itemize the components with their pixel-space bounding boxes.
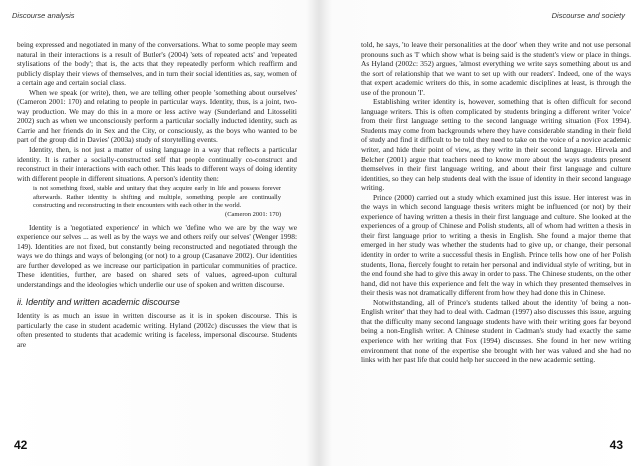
section-subheading: ii. Identity and written academic discourse	[17, 297, 180, 308]
paragraph: Notwithstanding, all of Prince's students talked about the identity 'of being a non-English writer' that they had to deal with. Cadman (1997) also discusses this issue, arguing that the difficulty many second language students have with their writing goes far beyond being a non-English writer. A Chinese student in Cadman's study had exactly the same experience with her writing that Fox (1994) discusses. She found in her new writing environment that none of the expertise she brought with her was valued and she had no links with her past life that could help her succeed in the new academic setting.	[361, 297, 631, 365]
paragraph: Identity is as much an issue in written discourse as it is in spoken discourse. This is particularly the case in student academic writing. Hyland (2002c) discusses the view that is often presented to students that academic writing is faceless, impersonal discourse. Students are	[17, 310, 297, 349]
paragraph: Identity is a 'negotiated experience' in which we 'define who we are by the way we experience our selves ... as well as by the ways we and others reify our selves' (Wenger 1998: 149). Identities are not fixed, but constantly being reconstructed and negotiated through the ways we do things and ways of belonging (or not) to a group (Casanave 2002). Our identities are further developed as we increase our participation in particular communities of practice. These identities, further, are based on shared sets of values, agreed-upon cultural understandings and the ideologies which underlie our use of spoken and written discourse.	[17, 222, 297, 289]
paragraph: Prince (2000) carried out a study which examined just this issue. Her interest was in the ways in which second language thesis writers might be influenced (or not) by their experience of having written a thesis in their first language and culture. She looked at the experiences of a group of Chinese and Polish students, all of whom had written a thesis in their first language prior to writing a thesis in English. She found a major theme that emerged in her study was whether the students had to give up, or change, their personal identity in order to write a successful thesis in English. Prince tells how one of her Polish students, Ilona, fiercely fought to retain her personal and individual style of writing, but in the end found she had to give this away in order to pass. The Chinese students, on the other hand, did not have this experience and felt the way in which they presented themselves in their thesis was not dramatically different from how they had done this in Chinese.	[361, 192, 631, 298]
block-quote-citation: (Cameron 2001: 170)	[225, 210, 281, 218]
block-quote-text: is not something fixed, stable and unitary that they acquire early in life and possess forever afterwards. Rather identity is shifting and multiple, something people are continually constructing and reconstructing in their encounters with each other in the world.	[33, 185, 281, 210]
left-page-body	[17, 40, 297, 349]
paragraph: Identity, then, is not just a matter of using language in a way that reflects a particular identity. It is rather a socially-constructed self that people continually co-construct and reconstruct in their interactions with each other. This leads to different ways of doing identity with different people in different situations. A person's identity then:	[17, 145, 297, 183]
block-quote	[33, 185, 281, 219]
running-head-left: Discourse analysis	[12, 11, 75, 20]
right-page	[319, 0, 638, 466]
paragraph: Establishing writer identity is, however, something that is often difficult for second language writers. This is often complicated by students bringing a different writer 'voice' from their first language setting to the second language writing situation (Fox 1994). Students may come from backgrounds where they have considerable standing in their field of study and find it difficult to be told they need to take on the voice of a novice academic writer, and hide their point of view, as they write in their second language. Hirvela and Belcher (2001) argue that teachers need to know more about the ways students present themselves in their first language writing, and about their first language and culture identities, so they can help students deal with the issue of identity in their second language writing.	[361, 97, 631, 193]
page-number-left: 42	[14, 438, 28, 452]
paragraph: When we speak (or write), then, we are telling other people 'something about ourselves' (Cameron 2001: 170) and relating to people in particular ways. Identity, thus, is a joint, two-way production. We may do this in a more or less active way (Sunderland and Litosseliti 2002) such as when we unconsciously perform a particular socially inducted identity, such as Carrie and her friends do in Sex and the City, or consciously, as the boys who wanted to be part of the group did in Davies' (2003a) study of storytelling events.	[17, 87, 297, 145]
right-page-body	[361, 40, 631, 365]
page-number-right: 43	[609, 438, 623, 452]
paragraph: being expressed and negotiated in many of the conversations. What to some people may seem natural in their interactions is a result of Butler's (2004) 'sets of repeated acts' and 'repeated stylisations of the body'; that is, the acts that they repeatedly perform which reaffirm and publicly display their views of themselves, and in turn their social identities as, say, women of a certain age and certain social class.	[17, 40, 297, 88]
paragraph: told, he says, 'to leave their personalities at the door' when they write and not use personal pronouns such as 'I' which show what is being said is the student's view or place in things. As Hyland (2002c: 352) argues, 'almost everything we write says something about us and the sort of relationship that we want to set up with our readers'. Indeed, one of the ways that expert academic writers do this, in some academic disciplines at least, is through the use of the pronoun 'I'.	[361, 40, 631, 97]
running-head-right: Discourse and society	[551, 11, 625, 20]
